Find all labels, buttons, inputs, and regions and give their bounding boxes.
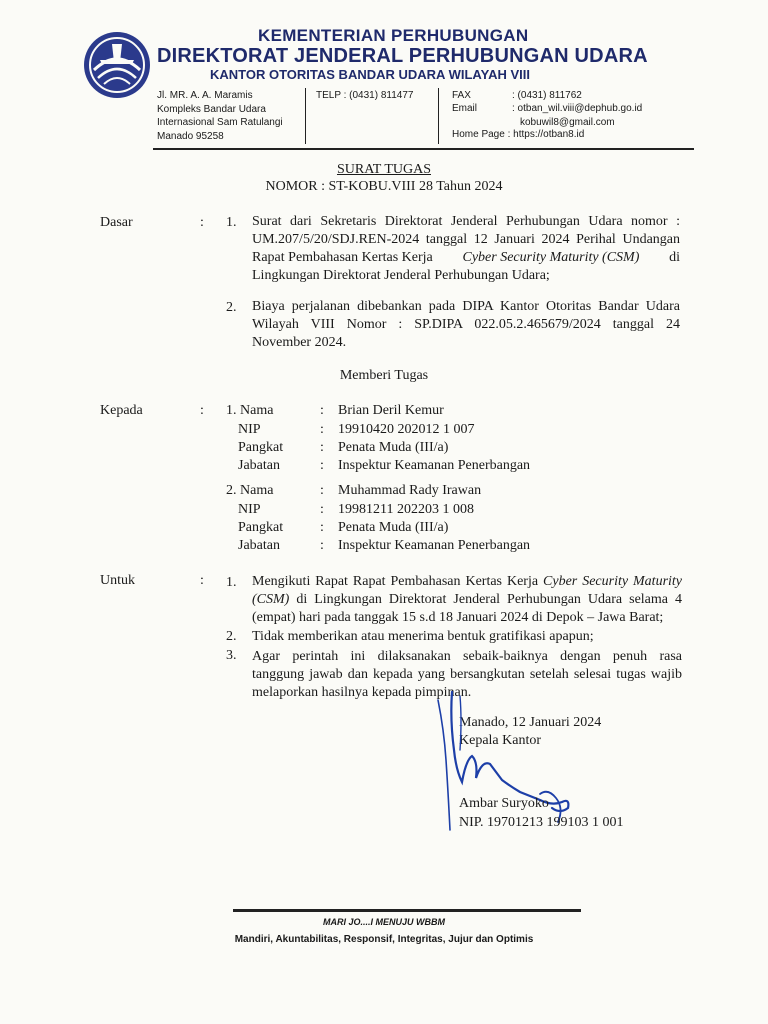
person-2-name: Muhammad Rady Irawan bbox=[338, 483, 482, 498]
homepage: Home Page : https://otban8.id bbox=[452, 129, 585, 140]
item-number: 2. bbox=[226, 300, 237, 315]
colon: : bbox=[320, 458, 324, 473]
pangkat-label: Pangkat bbox=[238, 440, 284, 455]
person-1-nip: 19910420 202012 1 007 bbox=[338, 422, 475, 437]
place-date: Manado, 12 Januari 2024 bbox=[459, 715, 602, 730]
fax-value: : (0431) 811762 bbox=[512, 90, 582, 101]
colon: : bbox=[320, 422, 324, 437]
person-2-nip: 19981211 202203 1 008 bbox=[338, 502, 474, 517]
colon: : bbox=[320, 538, 324, 553]
signer-nip: NIP. 19701213 199103 1 001 bbox=[459, 815, 624, 830]
colon: : bbox=[200, 403, 204, 418]
memberi-tugas: Memberi Tugas bbox=[339, 368, 429, 383]
item-number: 3. bbox=[226, 648, 237, 663]
footer-rule bbox=[233, 909, 581, 912]
dasar-item-1: Surat dari Sekretaris Direktorat Jenderal Perhubungan Udara nomor : UM.207/5/20/SDJ.REN-2024 tanggal 12 Januari 2024 Perihal Undangan Rapat Pembahasan Kertas Kerja Cyber Security Maturity (CSM) di Lingkungan Direktorat Jenderal Perhubungan Udara; bbox=[252, 214, 680, 283]
colon: : bbox=[200, 573, 204, 588]
document-title: SURAT TUGAS bbox=[336, 162, 431, 177]
jabatan-label: Jabatan bbox=[238, 538, 280, 553]
dasar-item-2: Biaya perjalanan dibebankan pada DIPA Kantor Otoritas Bandar Udara Wilayah VIII Nomor : SP.DIPA 022.05.2.465679/2024 tanggal 24 November 2024. bbox=[252, 299, 680, 350]
person-1-pangkat: Penata Muda (III/a) bbox=[338, 440, 449, 455]
colon: : bbox=[320, 403, 324, 418]
kepada-label: Kepada bbox=[100, 403, 143, 418]
untuk-label: Untuk bbox=[100, 573, 135, 588]
signer-name: Ambar Suryoko bbox=[459, 796, 549, 811]
colon: : bbox=[320, 440, 324, 455]
untuk-item-1: Mengikuti Rapat Rapat Pembahasan Kertas Kerja Cyber Security Maturity (CSM) di Lingkungan Direktorat Jenderal Perhubungan Udara selama 4 (empat) hari pada tanggak 15 s.d 18 Januari 2024 di Depok – Jawa Barat; bbox=[252, 574, 683, 625]
footer-values: Mandiri, Akuntabilitas, Responsif, Integritas, Jujur dan Optimis bbox=[234, 934, 534, 945]
colon: : bbox=[200, 215, 204, 230]
item-number: 2. bbox=[226, 629, 237, 644]
directorate-name: DIREKTORAT JENDERAL PERHUBUNGAN UDARA bbox=[157, 45, 648, 67]
fax-label: FAX bbox=[452, 90, 471, 101]
office-name: KANTOR OTORITAS BANDAR UDARA WILAYAH VIII bbox=[210, 67, 530, 82]
person-2-nama-label: 2. Nama bbox=[226, 483, 274, 498]
email-label: Email bbox=[452, 103, 478, 114]
untuk-item-2: Tidak memberikan atau menerima bentuk gratifikasi apapun; bbox=[252, 629, 594, 644]
item-number: 1. bbox=[226, 215, 237, 230]
person-2-jabatan: Inspektur Keamanan Penerbangan bbox=[338, 538, 531, 553]
divider bbox=[438, 88, 439, 144]
colon: : bbox=[320, 483, 324, 498]
person-1-nama-label: 1. Nama bbox=[226, 403, 274, 418]
divider bbox=[305, 88, 306, 144]
untuk-item-3: Agar perintah ini dilaksanakan sebaik-baiknya dengan penuh rasa tanggung jawab dan kepada yang bersangkutan setelah selesai tugas wajib melaporkan hasilnya kepada pimpinan. bbox=[252, 649, 682, 700]
person-2-pangkat: Penata Muda (III/a) bbox=[338, 520, 449, 535]
item-number: 1. bbox=[226, 575, 237, 590]
email-value: : otban_wil.viii@dephub.go.id bbox=[512, 103, 643, 114]
colon: : bbox=[320, 520, 324, 535]
person-1-jabatan: Inspektur Keamanan Penerbangan bbox=[338, 458, 531, 473]
signer-position: Kepala Kantor bbox=[459, 733, 542, 748]
dasar-label: Dasar bbox=[100, 215, 133, 230]
nip-label: NIP bbox=[238, 422, 261, 437]
document-number: NOMOR : ST-KOBU.VIII 28 Tahun 2024 bbox=[265, 179, 503, 194]
email-value-2: kobuwil8@gmail.com bbox=[520, 117, 615, 128]
person-1-name: Brian Deril Kemur bbox=[338, 403, 444, 418]
telp: TELP : (0431) 811477 bbox=[316, 90, 414, 101]
letterhead-rule bbox=[153, 148, 694, 150]
ministry-logo bbox=[82, 30, 152, 100]
jabatan-label: Jabatan bbox=[238, 458, 280, 473]
pangkat-label: Pangkat bbox=[238, 520, 284, 535]
nip-label: NIP bbox=[238, 502, 261, 517]
colon: : bbox=[320, 502, 324, 517]
ministry-name: KEMENTERIAN PERHUBUNGAN bbox=[258, 26, 529, 45]
footer-slogan: MARI JO....I MENUJU WBBM bbox=[322, 917, 445, 927]
office-address: Jl. MR. A. A. Maramis Kompleks Bandar Udara Internasional Sam Ratulangi Manado 95258 bbox=[157, 90, 283, 142]
